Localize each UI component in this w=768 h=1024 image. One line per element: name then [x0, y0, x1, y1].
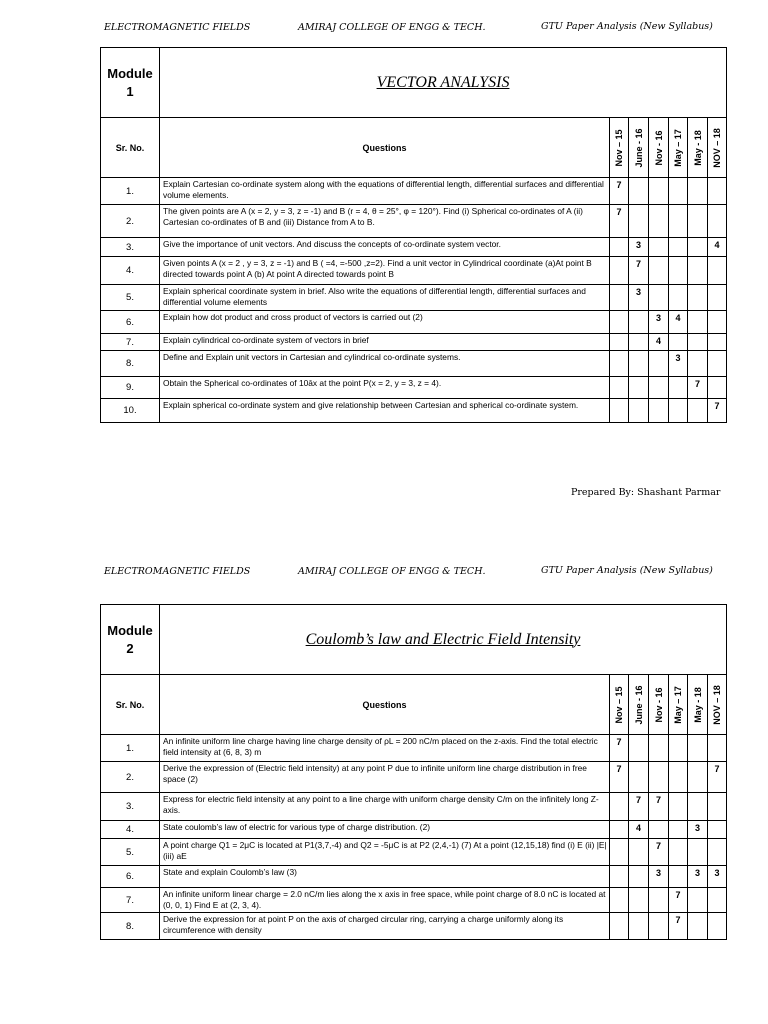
marks-cell: 4	[629, 821, 649, 839]
sr-no-cell: 10.	[101, 399, 160, 423]
marks-cell	[688, 839, 708, 866]
marks-cell	[669, 257, 688, 285]
marks-cell	[669, 334, 688, 351]
sr-no-cell: 6.	[101, 311, 160, 334]
module-2-table	[100, 604, 727, 940]
sr-no-cell: 8.	[101, 351, 160, 377]
question-text: Define and Explain unit vectors in Cartesian and cylindrical co-ordinate systems.	[160, 351, 610, 377]
marks-cell	[610, 351, 629, 377]
question-row	[101, 735, 727, 762]
header-subject: ELECTROMAGNETIC FIELDS	[104, 22, 251, 33]
marks-cell	[629, 178, 649, 205]
marks-cell	[610, 793, 629, 821]
marks-cell	[610, 866, 629, 888]
marks-cell	[669, 735, 688, 762]
marks-cell	[649, 399, 669, 423]
marks-cell: 7	[708, 399, 727, 423]
marks-cell	[708, 793, 727, 821]
question-text: An infinite uniform linear charge = 2.0 nC/m lies along the x axis in free space, while point charge of 8.0 nC is located at (0, 0, 1) Find E at (2, 3, 4).	[160, 888, 610, 913]
question-text: Derive the expression of (Electric field intensity) at any point P due to infinite uniform line charge distribution in free space (2)	[160, 762, 610, 793]
question-row	[101, 888, 727, 913]
module-number: 2	[126, 640, 134, 656]
header-subject: ELECTROMAGNETIC FIELDS	[104, 566, 251, 577]
marks-cell: 3	[688, 821, 708, 839]
marks-cell	[629, 888, 649, 913]
marks-cell	[629, 913, 649, 940]
module-title: Coulomb’s law and Electric Field Intensity	[160, 605, 727, 675]
question-text: Express for electric field intensity at any point to a line charge with uniform charge density C/m on the infinitely long Z-axis.	[160, 793, 610, 821]
question-text: Derive the expression for at point P on the axis of charged circular ring, carrying a charge uniformly along its circumference with density	[160, 913, 610, 940]
marks-cell	[708, 205, 727, 238]
marks-cell	[629, 311, 649, 334]
question-row	[101, 205, 727, 238]
question-row	[101, 762, 727, 793]
marks-cell	[649, 205, 669, 238]
marks-cell	[649, 888, 669, 913]
question-row	[101, 334, 727, 351]
marks-cell	[708, 351, 727, 377]
question-row	[101, 238, 727, 257]
marks-cell	[708, 334, 727, 351]
question-row	[101, 377, 727, 399]
column-header-row	[101, 118, 727, 178]
question-row	[101, 285, 727, 311]
question-text: Given points A (x = 2 , y = 3, z = -1) and B ( =4, =-500 ,z=2). Find a unit vector in Cylindrical coordinate (a)At point B directed towards point A (b) At point A directed towards point B	[160, 257, 610, 285]
marks-cell	[610, 839, 629, 866]
module-title-row	[101, 48, 727, 118]
marks-cell	[610, 238, 629, 257]
question-text: Explain spherical co-ordinate system and give relationship between Cartesian and spherical co-ordinate system.	[160, 399, 610, 423]
marks-cell	[688, 351, 708, 377]
marks-cell: 4	[649, 334, 669, 351]
marks-cell	[708, 735, 727, 762]
marks-cell	[610, 377, 629, 399]
marks-cell	[688, 793, 708, 821]
marks-cell	[688, 334, 708, 351]
marks-cell	[669, 205, 688, 238]
sr-no-cell: 2.	[101, 205, 160, 238]
question-text: Give the importance of unit vectors. And discuss the concepts of co-ordinate system vector.	[160, 238, 610, 257]
module-label-cell	[101, 48, 160, 118]
sr-no-header: Sr. No.	[101, 675, 160, 735]
marks-cell	[669, 399, 688, 423]
prepared-by: Prepared By: Shashant Parmar	[571, 487, 721, 498]
sr-no-cell: 1.	[101, 178, 160, 205]
marks-cell: 7	[649, 793, 669, 821]
marks-cell	[688, 285, 708, 311]
question-row	[101, 866, 727, 888]
marks-cell	[708, 839, 727, 866]
question-text: Explain how dot product and cross product of vectors is carried out (2)	[160, 311, 610, 334]
marks-cell	[669, 793, 688, 821]
question-text: Obtain the Spherical co-ordinates of 10āx at the point P(x = 2, y = 3, z = 4).	[160, 377, 610, 399]
question-text: State and explain Coulomb’s law (3)	[160, 866, 610, 888]
marks-cell	[669, 238, 688, 257]
marks-cell: 7	[669, 888, 688, 913]
marks-cell: 4	[669, 311, 688, 334]
marks-cell	[669, 839, 688, 866]
module-label: Module	[107, 65, 153, 81]
questions-header: Questions	[160, 118, 610, 178]
marks-cell	[688, 399, 708, 423]
marks-cell	[708, 257, 727, 285]
exam-header: May – 17	[669, 675, 688, 735]
column-header-row	[101, 675, 727, 735]
exam-header: May - 18	[688, 675, 708, 735]
marks-cell	[669, 762, 688, 793]
marks-cell	[649, 821, 669, 839]
module-1-block	[100, 47, 726, 423]
exam-header: May – 17	[669, 118, 688, 178]
module-title: VECTOR ANALYSIS	[160, 48, 727, 118]
question-text: The given points are A (x = 2, y = 3, z = -1) and B (r = 4, θ = 25°, φ = 120°). Find (i) Spherical co-ordinates of A (ii) Cartesian co-ordinates of B and (iii) Distance from A to B.	[160, 205, 610, 238]
question-row	[101, 178, 727, 205]
marks-cell	[708, 178, 727, 205]
question-row	[101, 399, 727, 423]
marks-cell: 3	[649, 866, 669, 888]
marks-cell: 7	[649, 839, 669, 866]
marks-cell	[649, 762, 669, 793]
marks-cell	[649, 735, 669, 762]
question-row	[101, 351, 727, 377]
sr-no-cell: 8.	[101, 913, 160, 940]
marks-cell	[629, 351, 649, 377]
module-label: Module	[107, 622, 153, 638]
question-row	[101, 793, 727, 821]
exam-header: Nov - 16	[649, 675, 669, 735]
marks-cell	[610, 821, 629, 839]
marks-cell	[708, 285, 727, 311]
sr-no-cell: 4.	[101, 821, 160, 839]
marks-cell	[629, 334, 649, 351]
marks-cell: 4	[708, 238, 727, 257]
marks-cell	[610, 311, 629, 334]
sr-no-cell: 4.	[101, 257, 160, 285]
module-1-table	[100, 47, 727, 423]
marks-cell: 7	[610, 762, 629, 793]
sr-no-cell: 9.	[101, 377, 160, 399]
exam-header: June - 16	[629, 118, 649, 178]
header-college: AMIRAJ COLLEGE OF ENGG & TECH.	[298, 566, 486, 577]
question-row	[101, 913, 727, 940]
marks-cell	[708, 821, 727, 839]
marks-cell	[649, 351, 669, 377]
marks-cell	[610, 399, 629, 423]
marks-cell	[649, 285, 669, 311]
marks-cell: 7	[688, 377, 708, 399]
sr-no-cell: 5.	[101, 285, 160, 311]
exam-header: Nov – 15	[610, 118, 629, 178]
marks-cell	[649, 913, 669, 940]
marks-cell: 7	[629, 257, 649, 285]
question-row	[101, 821, 727, 839]
exam-header: NOV – 18	[708, 675, 727, 735]
marks-cell	[649, 238, 669, 257]
exam-header: June - 16	[629, 675, 649, 735]
marks-cell	[688, 257, 708, 285]
questions-header: Questions	[160, 675, 610, 735]
module-number: 1	[126, 83, 134, 99]
header-college: AMIRAJ COLLEGE OF ENGG & TECH.	[298, 22, 486, 33]
marks-cell	[708, 913, 727, 940]
marks-cell	[649, 257, 669, 285]
exam-header: Nov - 16	[649, 118, 669, 178]
question-text: Explain spherical coordinate system in brief. Also write the equations of differential length, differential surfaces and differential volume elements	[160, 285, 610, 311]
marks-cell: 3	[688, 866, 708, 888]
module-label-cell	[101, 605, 160, 675]
marks-cell: 3	[649, 311, 669, 334]
header-paper-analysis: GTU Paper Analysis (New Syllabus)	[541, 21, 713, 32]
marks-cell	[688, 735, 708, 762]
marks-cell	[688, 205, 708, 238]
marks-cell	[610, 285, 629, 311]
marks-cell	[649, 178, 669, 205]
question-rows	[101, 735, 727, 940]
marks-cell	[629, 377, 649, 399]
sr-no-cell: 7.	[101, 334, 160, 351]
exam-header: May - 18	[688, 118, 708, 178]
marks-cell	[610, 888, 629, 913]
marks-cell: 7	[669, 913, 688, 940]
marks-cell	[629, 839, 649, 866]
marks-cell	[610, 257, 629, 285]
marks-cell	[649, 377, 669, 399]
question-rows	[101, 178, 727, 423]
marks-cell	[688, 311, 708, 334]
question-text: A point charge Q1 = 2μC is located at P1(3,7,-4) and Q2 = -5μC is at P2 (2,4,-1) (7) At a point (12,15,18) find (i) E (ii) |E| (iii) aE	[160, 839, 610, 866]
sr-no-cell: 3.	[101, 238, 160, 257]
marks-cell	[669, 377, 688, 399]
sr-no-cell: 6.	[101, 866, 160, 888]
marks-cell: 3	[629, 285, 649, 311]
sr-no-header: Sr. No.	[101, 118, 160, 178]
sr-no-cell: 3.	[101, 793, 160, 821]
sr-no-cell: 1.	[101, 735, 160, 762]
sr-no-cell: 7.	[101, 888, 160, 913]
question-text: An infinite uniform line charge having line charge density of ρL = 200 nC/m placed on the z-axis. Find the total electric field intensity at (6, 8, 3) m	[160, 735, 610, 762]
question-row	[101, 839, 727, 866]
module-2-block	[100, 604, 726, 940]
question-text: Explain cylindrical co-ordinate system of vectors in brief	[160, 334, 610, 351]
marks-cell	[629, 735, 649, 762]
question-row	[101, 311, 727, 334]
module-title-row	[101, 605, 727, 675]
question-row	[101, 257, 727, 285]
marks-cell: 3	[669, 351, 688, 377]
marks-cell	[688, 238, 708, 257]
exam-header: Nov – 15	[610, 675, 629, 735]
marks-cell: 3	[629, 238, 649, 257]
marks-cell	[669, 821, 688, 839]
marks-cell	[688, 913, 708, 940]
sr-no-cell: 5.	[101, 839, 160, 866]
marks-cell	[629, 205, 649, 238]
marks-cell	[629, 866, 649, 888]
marks-cell	[610, 334, 629, 351]
header-paper-analysis: GTU Paper Analysis (New Syllabus)	[541, 565, 713, 576]
marks-cell	[669, 285, 688, 311]
marks-cell	[708, 377, 727, 399]
marks-cell	[669, 866, 688, 888]
marks-cell: 7	[629, 793, 649, 821]
sr-no-cell: 2.	[101, 762, 160, 793]
marks-cell	[708, 311, 727, 334]
question-text: State coulomb’s law of electric for various type of charge distribution. (2)	[160, 821, 610, 839]
marks-cell	[629, 399, 649, 423]
marks-cell: 7	[610, 735, 629, 762]
question-text: Explain Cartesian co-ordinate system along with the equations of differential length, differential surfaces and differential volume elements.	[160, 178, 610, 205]
marks-cell	[688, 178, 708, 205]
marks-cell	[610, 913, 629, 940]
marks-cell: 3	[708, 866, 727, 888]
marks-cell	[629, 762, 649, 793]
marks-cell: 7	[610, 178, 629, 205]
exam-header: NOV – 18	[708, 118, 727, 178]
marks-cell	[708, 888, 727, 913]
marks-cell	[688, 888, 708, 913]
marks-cell	[669, 178, 688, 205]
marks-cell	[688, 762, 708, 793]
marks-cell: 7	[610, 205, 629, 238]
marks-cell: 7	[708, 762, 727, 793]
